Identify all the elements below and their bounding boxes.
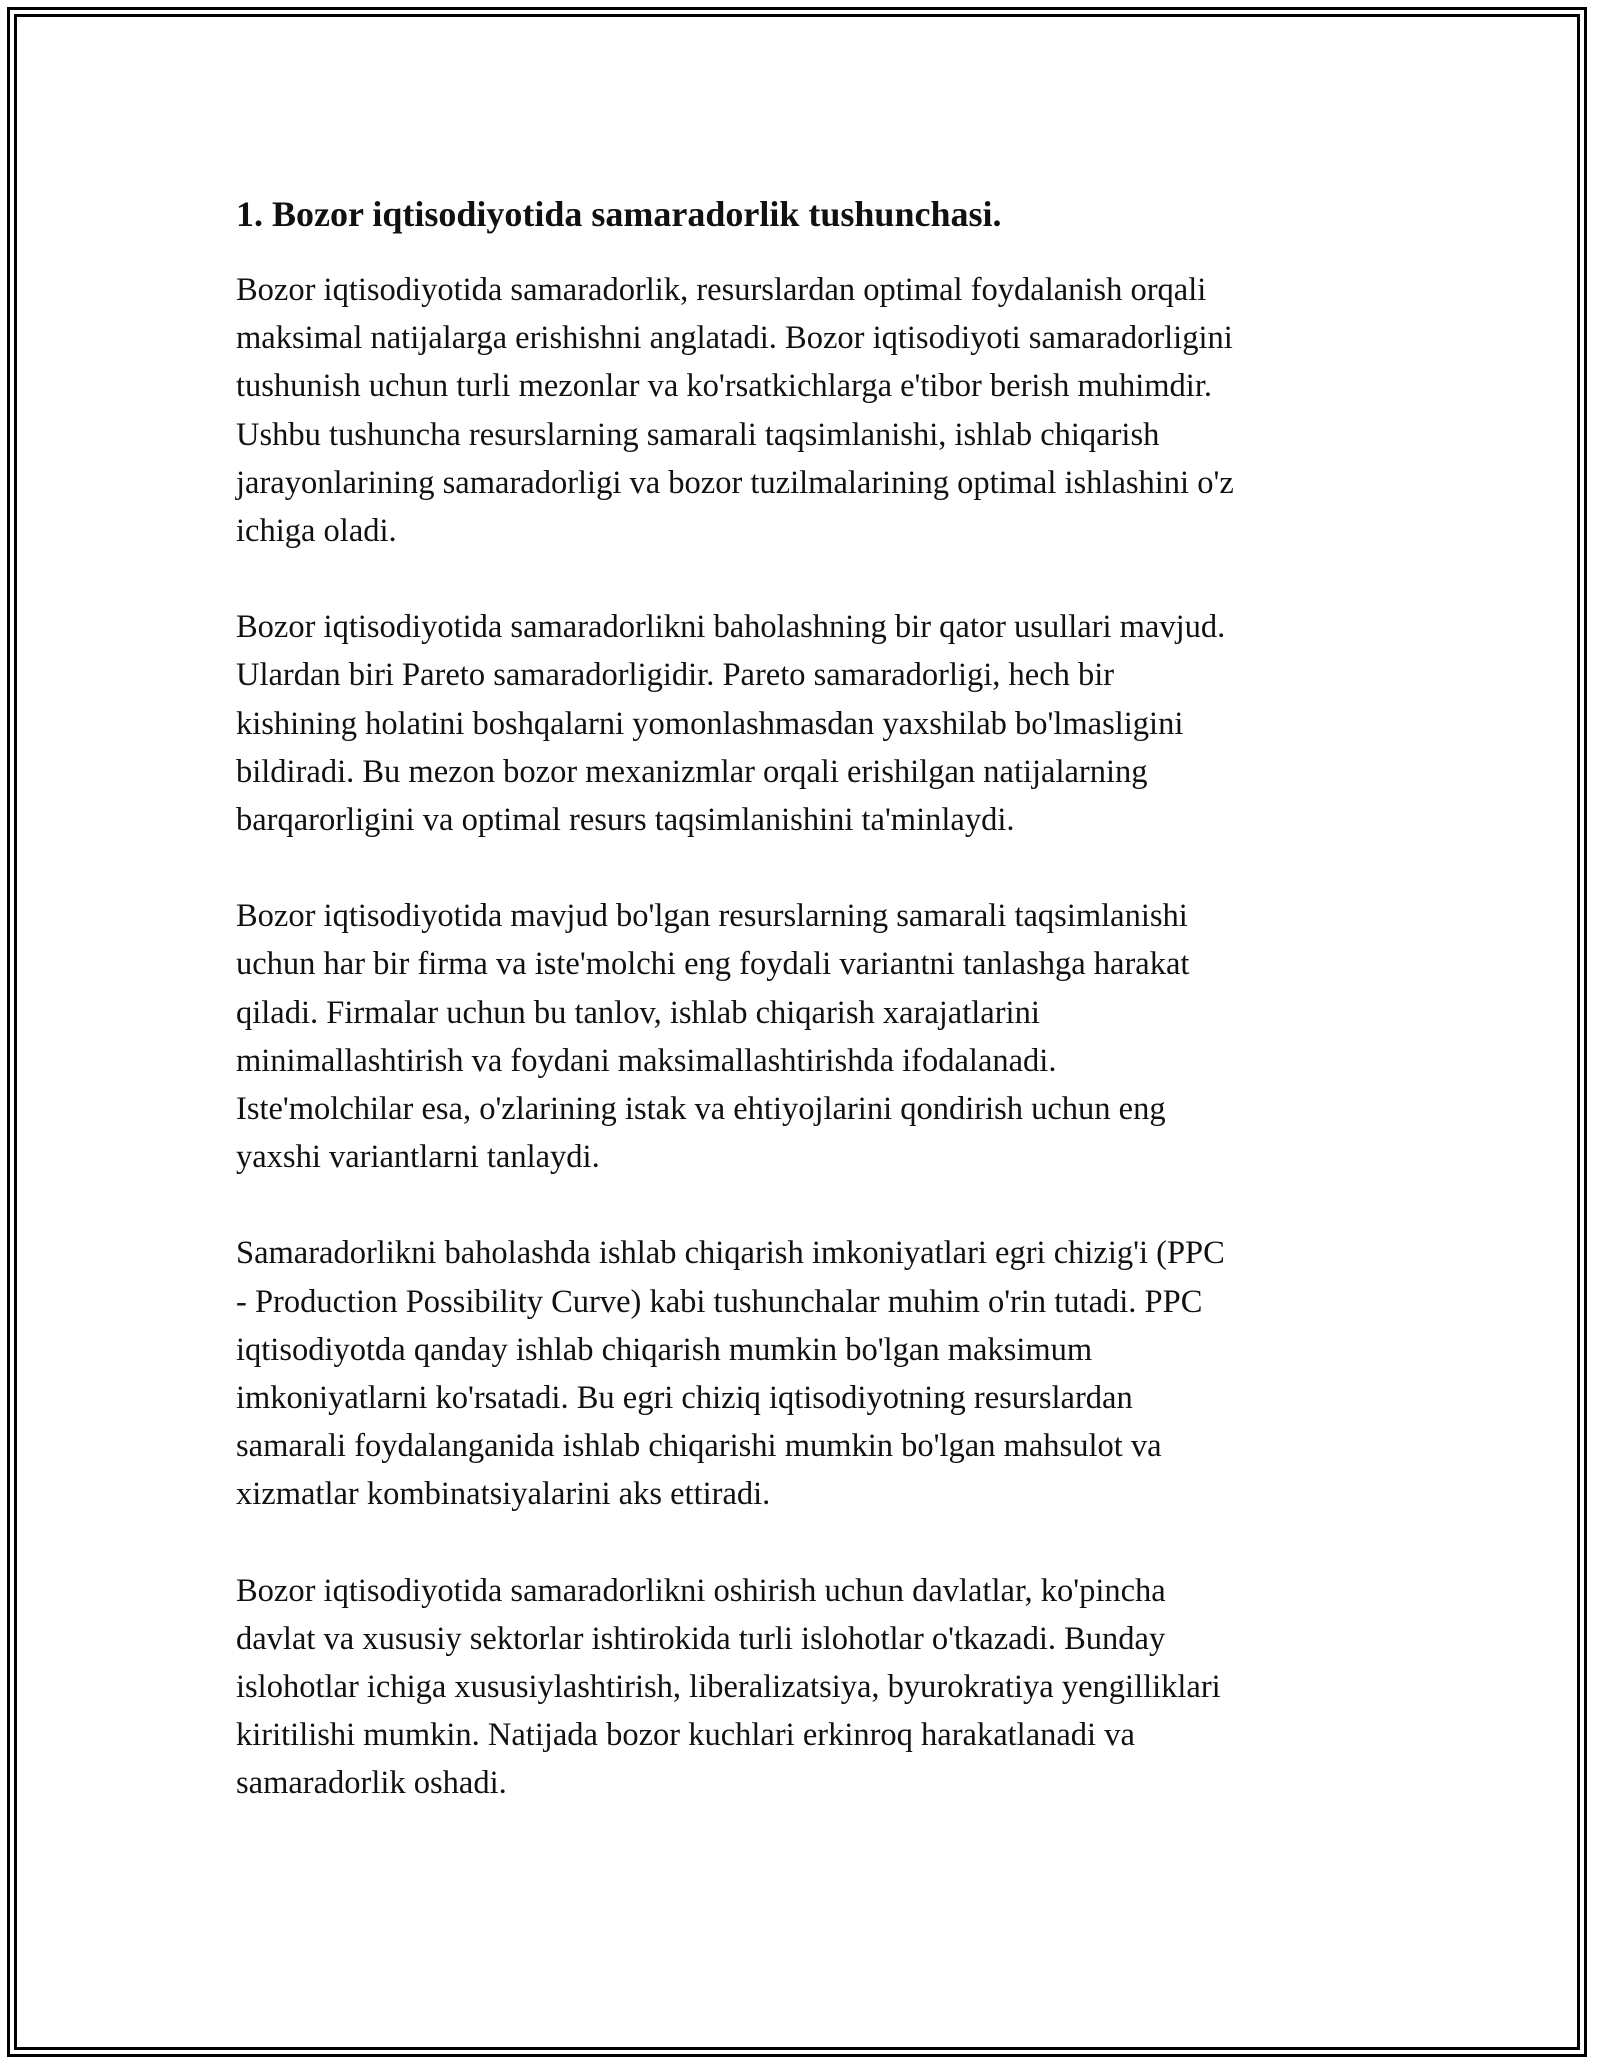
paragraph-1: Bozor iqtisodiyotida samaradorlik, resurslardan optimal foydalanish orqali maksimal natijalarga erishishni anglatadi. Bozor iqtisodiyoti samaradorligini tushunish uchun turli mezonlar va ko'rsatkichlarga e'tibor berish muhimdir. Ushbu tushuncha resurslarning samarali taqsimlanishi, ishlab chiqarish jarayonlarining samaradorligi va bozor tuzilmalarining optimal ishlashini o'z ichiga oladi.: [236, 272, 1234, 550]
paragraph-4: Samaradorlikni baholashda ishlab chiqarish imkoniyatlari egri chizig'i (PPC - Production Possibility Curve) kabi tushunchalar muhim o'rin tutadi. PPC iqtisodiyotda qanday ishlab chiqarish mumkin bo'lgan maksimum imkoniyatlarni ko'rsatadi. Bu egri chiziq iqtisodiyotning resurslardan samarali foydalanganida ishlab chiqarishi mumkin bo'lgan mahsulot va xizmatlar kombinatsiyalarini aks ettiradi.: [236, 1235, 1225, 1513]
paragraph-2: Bozor iqtisodiyotida samaradorlikni baholashning bir qator usullari mavjud. Ulardan biri Pareto samaradorligidir. Pareto samaradorligi, hech bir kishining holatini boshqalarni yomonlashmasdan yaxshilab bo'lmasligini bildiradi. Bu mezon bozor mexanizmlar orqali erishilgan natijalarning barqarorligini va optimal resurs taqsimlanishini ta'minlaydi.: [236, 609, 1226, 839]
document-body: [236, 188, 1376, 1856]
section-heading: 1. Bozor iqtisodiyotida samaradorlik tushunchasi.: [236, 194, 1002, 234]
paragraph-3: Bozor iqtisodiyotida mavjud bo'lgan resurslarning samarali taqsimlanishi uchun har bir firma va iste'molchi eng foydali variantni tanlashga harakat qiladi. Firmalar uchun bu tanlov, ishlab chiqarish xarajatlarini minimallashtirish va foydani maksimallashtirishda ifodalanadi. Iste'molchilar esa, o'zlarining istak va ehtiyojlarini qondirish uchun eng yaxshi variantlarni tanlaydi.: [236, 898, 1190, 1176]
paragraph-5: Bozor iqtisodiyotida samaradorlikni oshirish uchun davlatlar, ko'pincha davlat va xususiy sektorlar ishtirokida turli islohotlar o'tkazadi. Bunday islohotlar ichiga xususiylashtirish, liberalizatsiya, byurokratiya yengilliklari kiritilishi mumkin. Natijada bozor kuchlari erkinroq harakatlanadi va samaradorlik oshadi.: [236, 1572, 1221, 1802]
